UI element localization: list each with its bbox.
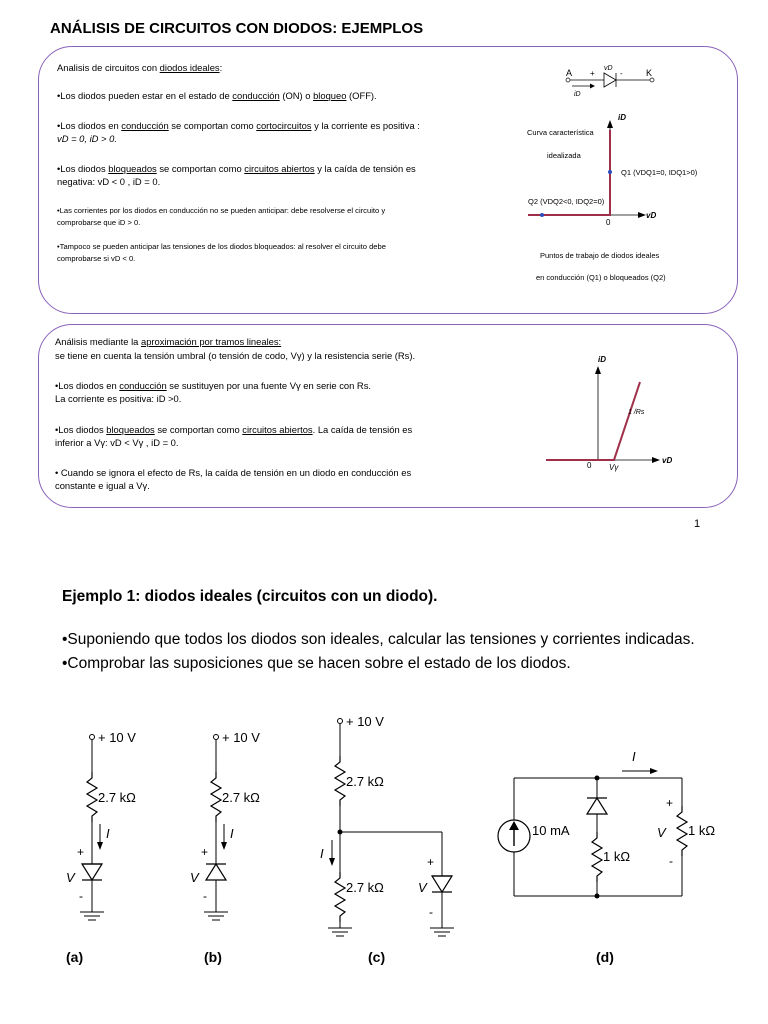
piecewise-characteristic-diagram bbox=[540, 350, 690, 480]
circuit-d-current: I bbox=[632, 749, 636, 764]
panel1-bullet-blocked: •Los diodos bloqueados se comportan como circuitos abiertos y la caída de tensión es bbox=[57, 163, 416, 174]
circuit-a-plus: + bbox=[77, 845, 85, 859]
circuit-a-voltage: V bbox=[66, 870, 75, 885]
example-instruction-1: •Suponiendo que todos los diodos son ideales, calcular las tensiones y corrientes indicadas. bbox=[62, 631, 695, 648]
panel2-bullet-conduction-line2: La corriente es positiva: iD >0. bbox=[55, 393, 182, 404]
panel1-bullet-conduction-line2: vD = 0, iD > 0. bbox=[57, 133, 117, 144]
q1-label: Q1 (VDQ1=0, IDQ1>0) bbox=[621, 168, 698, 177]
circuit-a-label: (a) bbox=[66, 949, 84, 965]
circuit-d-minus: - bbox=[669, 854, 673, 868]
panel1-note2: •Tampoco se pueden anticipar las tensiones de los diodos bloqueados: al resolver el circuito debe bbox=[57, 242, 386, 251]
example-instruction-2: •Comprobar las suposiciones que se hacen sobre el estado de los diodos. bbox=[62, 655, 571, 672]
page-number: 1 bbox=[694, 518, 701, 530]
circuit-b-resistor: 2.7 kΩ bbox=[222, 790, 260, 805]
circuit-c-current: I bbox=[320, 846, 324, 861]
panel1-bullet-conduction: •Los diodos en conducción se comportan como cortocircuitos y la corriente es positiva : bbox=[57, 120, 420, 131]
symbol-plus: + bbox=[590, 69, 595, 78]
graph2-origin: 0 bbox=[587, 461, 592, 470]
panel1-note2-line2: comprobarse si vD < 0. bbox=[57, 254, 136, 263]
graph1-id-label: iD bbox=[618, 113, 626, 122]
diode-symbol bbox=[566, 73, 654, 89]
circuit-c-plus: + bbox=[427, 855, 435, 869]
panel1-intro: Analisis de circuitos con diodos ideales: bbox=[57, 62, 223, 73]
circuit-d-label: (d) bbox=[596, 949, 614, 965]
symbol-vd-label: vD bbox=[604, 65, 613, 72]
q1-point bbox=[608, 170, 612, 174]
slope-label: 1 /Rs bbox=[628, 409, 645, 416]
graph1-caption-2: en conducción (Q1) o bloqueados (Q2) bbox=[536, 273, 666, 282]
panel2-bullet-blocked: •Los diodos bloqueados se comportan como circuitos abiertos. La caída de tensión es bbox=[55, 424, 413, 435]
circuit-d-plus: + bbox=[666, 796, 674, 810]
circuit-c-supply: + 10 V bbox=[346, 714, 384, 729]
symbol-cathode-label: K bbox=[646, 68, 653, 78]
curve-label-2: idealizada bbox=[547, 151, 581, 160]
symbol-anode-label: A bbox=[566, 68, 573, 78]
circuit-c-top-resistor: 2.7 kΩ bbox=[346, 774, 384, 789]
circuit-c-bottom-resistor: 2.7 kΩ bbox=[346, 880, 384, 895]
page-title: ANÁLISIS DE CIRCUITOS CON DIODOS: EJEMPLOS bbox=[50, 20, 424, 37]
panel2-intro-line2: se tiene en cuenta la tensión umbral (o tensión de codo, Vγ) y la resistencia serie (Rs). bbox=[55, 350, 416, 361]
circuit-c-voltage: V bbox=[418, 880, 427, 895]
circuit-b bbox=[204, 735, 228, 921]
graph1-caption-1: Puntos de trabajo de diodos ideales bbox=[540, 251, 660, 260]
panel2-bullet-rs-line2: constante e igual a Vγ. bbox=[55, 480, 150, 491]
circuit-a bbox=[80, 735, 104, 921]
panel1-note1-line2: comprobarse que iD > 0. bbox=[57, 218, 141, 227]
circuit-b-supply: + 10 V bbox=[222, 730, 260, 745]
circuit-c-label: (c) bbox=[368, 949, 386, 965]
q2-point bbox=[540, 213, 544, 217]
graph1-origin: 0 bbox=[606, 218, 611, 227]
circuit-c-minus: - bbox=[429, 905, 433, 919]
example-title: Ejemplo 1: diodos ideales (circuitos con un diodo). bbox=[62, 588, 438, 605]
graph2-vd-label: vD bbox=[662, 456, 673, 465]
circuit-a-resistor: 2.7 kΩ bbox=[98, 790, 136, 805]
piecewise-curve bbox=[546, 382, 640, 460]
symbol-id-label: iD bbox=[574, 91, 581, 98]
curve-label-1: Curva característica bbox=[527, 128, 594, 137]
panel1-note1: •Las corrientes por los diodos en conducción no se pueden anticipar: debe resolverse el circuito y bbox=[57, 206, 386, 215]
panel1-bullet-blocked-line2: negativa: vD < 0 , iD = 0. bbox=[57, 176, 161, 187]
symbol-minus: - bbox=[620, 69, 623, 78]
circuit-b-current: I bbox=[230, 826, 234, 841]
q2-label: Q2 (VDQ2<0, IDQ2=0) bbox=[528, 197, 605, 206]
panel2-bullet-rs: • Cuando se ignora el efecto de Rs, la caída de tensión en un diodo en conducción es bbox=[55, 467, 412, 478]
panel1-bullet-states: •Los diodos pueden estar en el estado de conducción (ON) o bloqueo (OFF). bbox=[57, 90, 377, 101]
ideal-diode-characteristic-diagram bbox=[520, 58, 730, 298]
circuit-b-minus: - bbox=[203, 889, 207, 903]
example-circuits bbox=[0, 700, 768, 1000]
panel2-bullet-blocked-line2: inferior a Vγ: vD < Vγ , iD = 0. bbox=[55, 437, 179, 448]
graph1-vd-label: vD bbox=[646, 211, 657, 220]
circuit-c bbox=[328, 719, 454, 937]
graph2-id-label: iD bbox=[598, 355, 606, 364]
circuit-d-voltage: V bbox=[657, 825, 666, 840]
circuit-d-right-resistor: 1 kΩ bbox=[688, 823, 716, 838]
graph2-vgamma-label: Vγ bbox=[609, 463, 619, 472]
circuit-a-minus: - bbox=[79, 889, 83, 903]
circuit-a-current: I bbox=[106, 826, 110, 841]
circuit-d-source: 10 mA bbox=[532, 823, 570, 838]
panel2-bullet-conduction: •Los diodos en conducción se sustituyen por una fuente Vγ en serie con Rs. bbox=[55, 380, 371, 391]
circuit-b-plus: + bbox=[201, 845, 209, 859]
circuit-d-middle-resistor: 1 kΩ bbox=[603, 849, 631, 864]
circuit-b-voltage: V bbox=[190, 870, 199, 885]
panel2-intro: Análisis mediante la aproximación por tramos lineales: bbox=[55, 336, 282, 347]
circuit-b-label: (b) bbox=[204, 949, 222, 965]
circuit-a-supply: + 10 V bbox=[98, 730, 136, 745]
